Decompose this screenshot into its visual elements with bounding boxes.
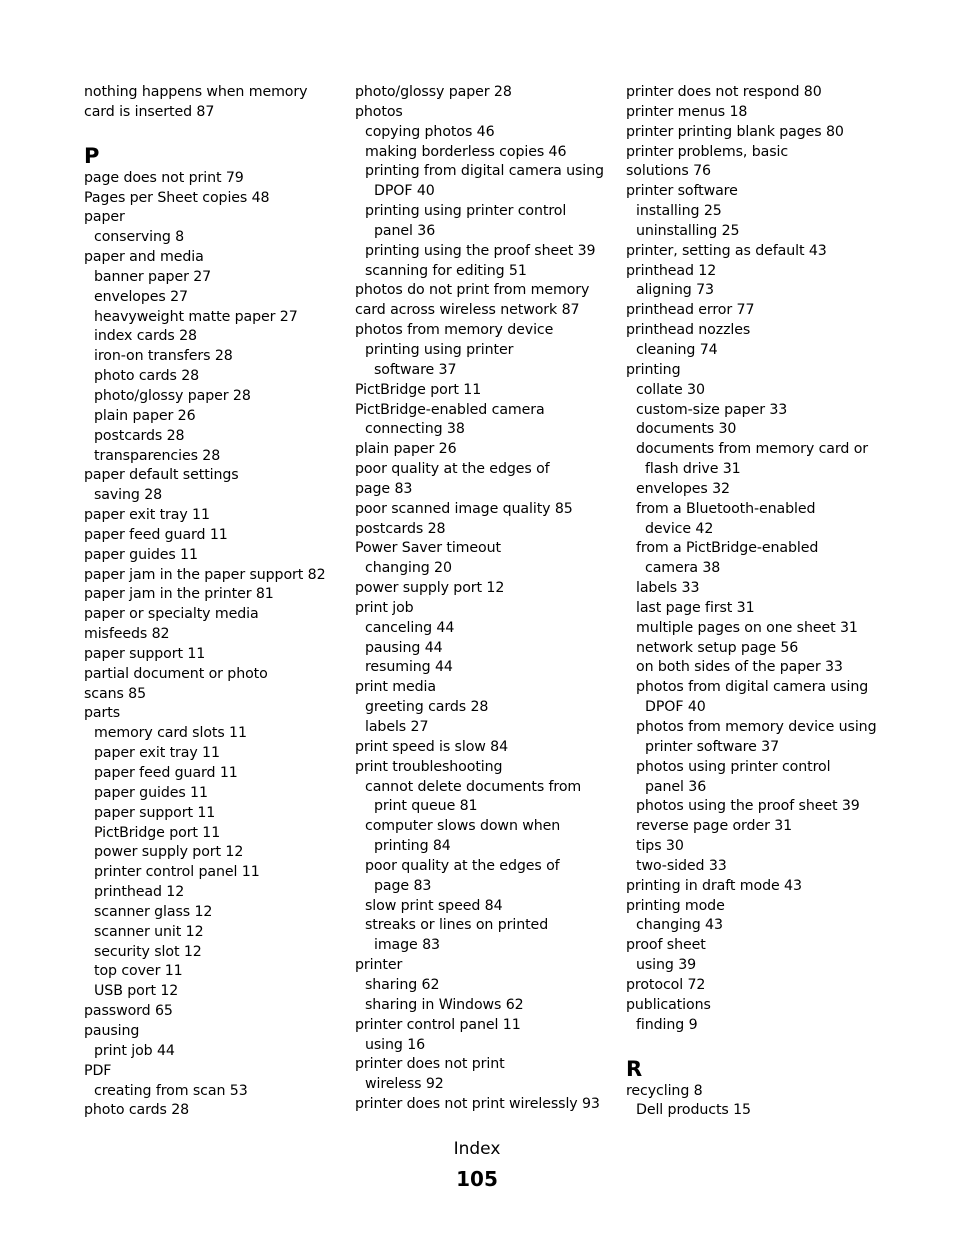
index-entry: printer printing blank pages 80 <box>626 123 844 140</box>
index-subentry: connecting 38 <box>365 421 465 438</box>
index-entry: printer menus 18 <box>626 103 748 120</box>
index-entry: photos <box>355 103 403 120</box>
index-subentry: page 83 <box>374 877 432 894</box>
index-entry: partial document or photo <box>84 665 268 682</box>
index-subentry: on both sides of the paper 33 <box>636 659 843 676</box>
index-entry: printhead nozzles <box>626 322 751 339</box>
index-subentry: copying photos 46 <box>365 123 495 140</box>
index-entry: photos do not print from memory <box>355 282 590 299</box>
index-entry: printing in draft mode 43 <box>626 877 802 894</box>
index-subentry: changing 20 <box>365 560 452 577</box>
index-entry: PictBridge port 11 <box>355 381 482 398</box>
index-subentry: wireless 92 <box>365 1076 444 1093</box>
index-entry: print job <box>355 599 414 616</box>
index-subentry: DPOF 40 <box>374 183 435 200</box>
index-entry: photos from memory device <box>355 322 554 339</box>
index-subentry: photos using printer control <box>636 758 831 775</box>
index-subentry: banner paper 27 <box>94 268 212 285</box>
index-entry: printer problems, basic <box>626 143 789 160</box>
index-entry: scans 85 <box>84 685 147 702</box>
index-entry: PictBridge-enabled camera <box>355 401 545 418</box>
index-subentry: saving 28 <box>94 487 163 504</box>
index-entry: printer software <box>626 183 738 200</box>
index-subentry: conserving 8 <box>94 229 185 246</box>
index-subentry: power supply port 12 <box>94 844 244 861</box>
index-entry: paper jam in the paper support 82 <box>84 566 326 583</box>
index-subentry: flash drive 31 <box>645 461 741 478</box>
index-subentry: slow print speed 84 <box>365 897 503 914</box>
index-entry: printer, setting as default 43 <box>626 242 827 259</box>
index-entry: printer does not print wirelessly 93 <box>355 1096 600 1113</box>
index-subentry: sharing 62 <box>365 976 440 993</box>
index-entry: password 65 <box>84 1003 173 1020</box>
index-subentry: paper guides 11 <box>94 784 208 801</box>
index-entry: PDF <box>84 1062 112 1079</box>
index-subentry: photos from memory device using <box>636 719 877 735</box>
index-entry: paper <box>84 209 125 226</box>
index-subentry: paper support 11 <box>94 804 216 821</box>
index-subentry: finding 9 <box>636 1016 698 1033</box>
index-subentry: documents 30 <box>636 421 737 438</box>
index-entry: printing mode <box>626 897 725 914</box>
index-entry: publications <box>626 996 711 1013</box>
index-subentry: cannot delete documents from <box>365 778 582 795</box>
index-subentry: resuming 44 <box>365 659 453 676</box>
index-entry: paper exit tray 11 <box>84 507 210 524</box>
index-subentry: printing using printer <box>365 341 514 358</box>
index-entry: printer does not respond 80 <box>626 84 822 100</box>
index-entry: postcards 28 <box>355 520 446 537</box>
index-subentry: plain paper 26 <box>94 407 196 424</box>
index-subentry: envelopes 27 <box>94 288 188 305</box>
index-subentry: reverse page order 31 <box>636 818 793 835</box>
index-entry: parts <box>84 705 120 722</box>
index-subentry: streaks or lines on printed <box>365 917 549 934</box>
index-subentry: making borderless copies 46 <box>365 143 567 160</box>
index-entry: nothing happens when memory <box>84 84 308 100</box>
index-subentry: last page first 31 <box>636 599 755 616</box>
index-subentry: using 39 <box>636 957 697 974</box>
index-subentry: software 37 <box>374 361 457 378</box>
index-subentry: uninstalling 25 <box>636 222 740 239</box>
index-entry: power supply port 12 <box>355 580 505 597</box>
index-subentry: postcards 28 <box>94 427 185 444</box>
index-subentry: photos from digital camera using <box>636 679 869 696</box>
index-subentry: installing 25 <box>636 203 722 220</box>
index-entry: Pages per Sheet copies 48 <box>84 189 270 206</box>
index-subentry: paper exit tray 11 <box>94 745 220 762</box>
index-subentry: panel 36 <box>645 778 707 795</box>
index-entry: card is inserted 87 <box>84 103 215 120</box>
index-subentry: computer slows down when <box>365 818 561 835</box>
index-subentry: from a PictBridge-enabled <box>636 540 819 557</box>
index-subentry: scanning for editing 51 <box>365 262 527 279</box>
index-subentry: paper feed guard 11 <box>94 765 238 781</box>
index-subentry: printing using the proof sheet 39 <box>365 242 596 259</box>
index-column-3 <box>626 83 894 1121</box>
index-entry: print media <box>355 679 436 696</box>
index-subentry: heavyweight matte paper 27 <box>94 308 298 325</box>
index-subentry: printer control panel 11 <box>94 864 260 881</box>
index-subentry: sharing in Windows 62 <box>365 996 524 1013</box>
index-entry: protocol 72 <box>626 976 706 993</box>
index-entry: printer does not print <box>355 1056 505 1073</box>
index-subentry: canceling 44 <box>365 619 455 636</box>
index-subentry: memory card slots 11 <box>94 725 247 742</box>
index-subentry: collate 30 <box>636 381 705 398</box>
index-subentry: multiple pages on one sheet 31 <box>636 619 858 636</box>
index-subentry: using 16 <box>365 1036 426 1053</box>
index-subentry: DPOF 40 <box>645 699 706 716</box>
index-subentry: panel 36 <box>374 222 436 239</box>
index-entry: Power Saver timeout <box>355 540 501 557</box>
index-subentry: transparencies 28 <box>94 447 221 464</box>
index-subentry: printing using printer control <box>365 203 567 220</box>
index-entry: poor scanned image quality 85 <box>355 500 573 517</box>
index-subentry: printhead 12 <box>94 884 185 901</box>
index-subentry: scanner glass 12 <box>94 903 213 920</box>
index-subentry: changing 43 <box>636 917 723 934</box>
index-entry: printing <box>626 361 681 378</box>
index-subentry: print job 44 <box>94 1042 175 1059</box>
index-entry: paper or specialty media <box>84 606 259 623</box>
index-subentry: security slot 12 <box>94 943 202 960</box>
index-subentry: pausing 44 <box>365 639 443 656</box>
index-entry: paper default settings <box>84 467 239 484</box>
index-entry: pausing <box>84 1022 140 1039</box>
index-subentry: device 42 <box>645 520 714 537</box>
index-letter-heading: P <box>84 143 100 168</box>
index-entry: photo cards 28 <box>84 1102 190 1119</box>
index-entry: paper feed guard 11 <box>84 526 228 543</box>
index-entry: photo/glossy paper 28 <box>355 84 512 100</box>
index-entry: print speed is slow 84 <box>355 738 509 755</box>
index-entry: plain paper 26 <box>355 441 457 458</box>
index-subentry: image 83 <box>374 937 440 954</box>
index-subentry: photo cards 28 <box>94 368 200 385</box>
index-column-1 <box>84 83 346 1121</box>
index-entry: printer control panel 11 <box>355 1016 521 1033</box>
page-number: 105 <box>456 1167 498 1191</box>
index-entry: paper support 11 <box>84 645 206 662</box>
index-subentry: envelopes 32 <box>636 480 730 497</box>
index-entry: solutions 76 <box>626 163 711 180</box>
index-subentry: PictBridge port 11 <box>94 824 221 841</box>
index-entry: paper and media <box>84 249 204 266</box>
index-subentry: print queue 81 <box>374 798 478 815</box>
index-subentry: photo/glossy paper 28 <box>94 387 251 404</box>
index-column-2 <box>355 83 617 1115</box>
index-subentry: top cover 11 <box>94 963 183 980</box>
index-subentry: Dell products 15 <box>636 1102 751 1119</box>
index-subentry: aligning 73 <box>636 282 714 299</box>
index-subentry: two-sided 33 <box>636 857 727 874</box>
index-subentry: labels 33 <box>636 580 700 597</box>
index-subentry: labels 27 <box>365 719 429 735</box>
index-entry: poor quality at the edges of <box>355 461 550 478</box>
index-entry: page 83 <box>355 480 413 497</box>
index-entry: misfeeds 82 <box>84 626 170 643</box>
index-subentry: iron-on transfers 28 <box>94 348 233 365</box>
index-subentry: printing from digital camera using <box>365 163 604 180</box>
index-entry: printhead error 77 <box>626 302 755 319</box>
index-subentry: from a Bluetooth-enabled <box>636 500 816 517</box>
index-subentry: index cards 28 <box>94 328 197 345</box>
index-entry: paper guides 11 <box>84 546 198 563</box>
index-subentry: creating from scan 53 <box>94 1082 248 1099</box>
index-subentry: cleaning 74 <box>636 341 718 358</box>
index-entry: recycling 8 <box>626 1082 703 1099</box>
index-entry: printhead 12 <box>626 262 717 279</box>
index-entry: paper jam in the printer 81 <box>84 586 274 603</box>
index-subentry: camera 38 <box>645 560 721 577</box>
index-subentry: poor quality at the edges of <box>365 857 560 874</box>
index-letter-heading: R <box>626 1056 643 1081</box>
index-entry: proof sheet <box>626 937 706 954</box>
index-entry: printer <box>355 957 403 974</box>
index-subentry: printing 84 <box>374 838 451 855</box>
index-entry: page does not print 79 <box>84 169 244 186</box>
index-entry: card across wireless network 87 <box>355 302 580 319</box>
index-subentry: photos using the proof sheet 39 <box>636 798 860 815</box>
index-entry: print troubleshooting <box>355 758 503 775</box>
index-subentry: scanner unit 12 <box>94 923 204 940</box>
index-subentry: network setup page 56 <box>636 639 799 656</box>
index-subentry: custom-size paper 33 <box>636 401 788 418</box>
index-subentry: greeting cards 28 <box>365 699 489 716</box>
index-subentry: documents from memory card or <box>636 441 869 458</box>
index-subentry: printer software 37 <box>645 738 779 755</box>
index-subentry: tips 30 <box>636 838 684 855</box>
footer-section-label: Index <box>453 1139 501 1159</box>
index-subentry: USB port 12 <box>94 983 179 1000</box>
